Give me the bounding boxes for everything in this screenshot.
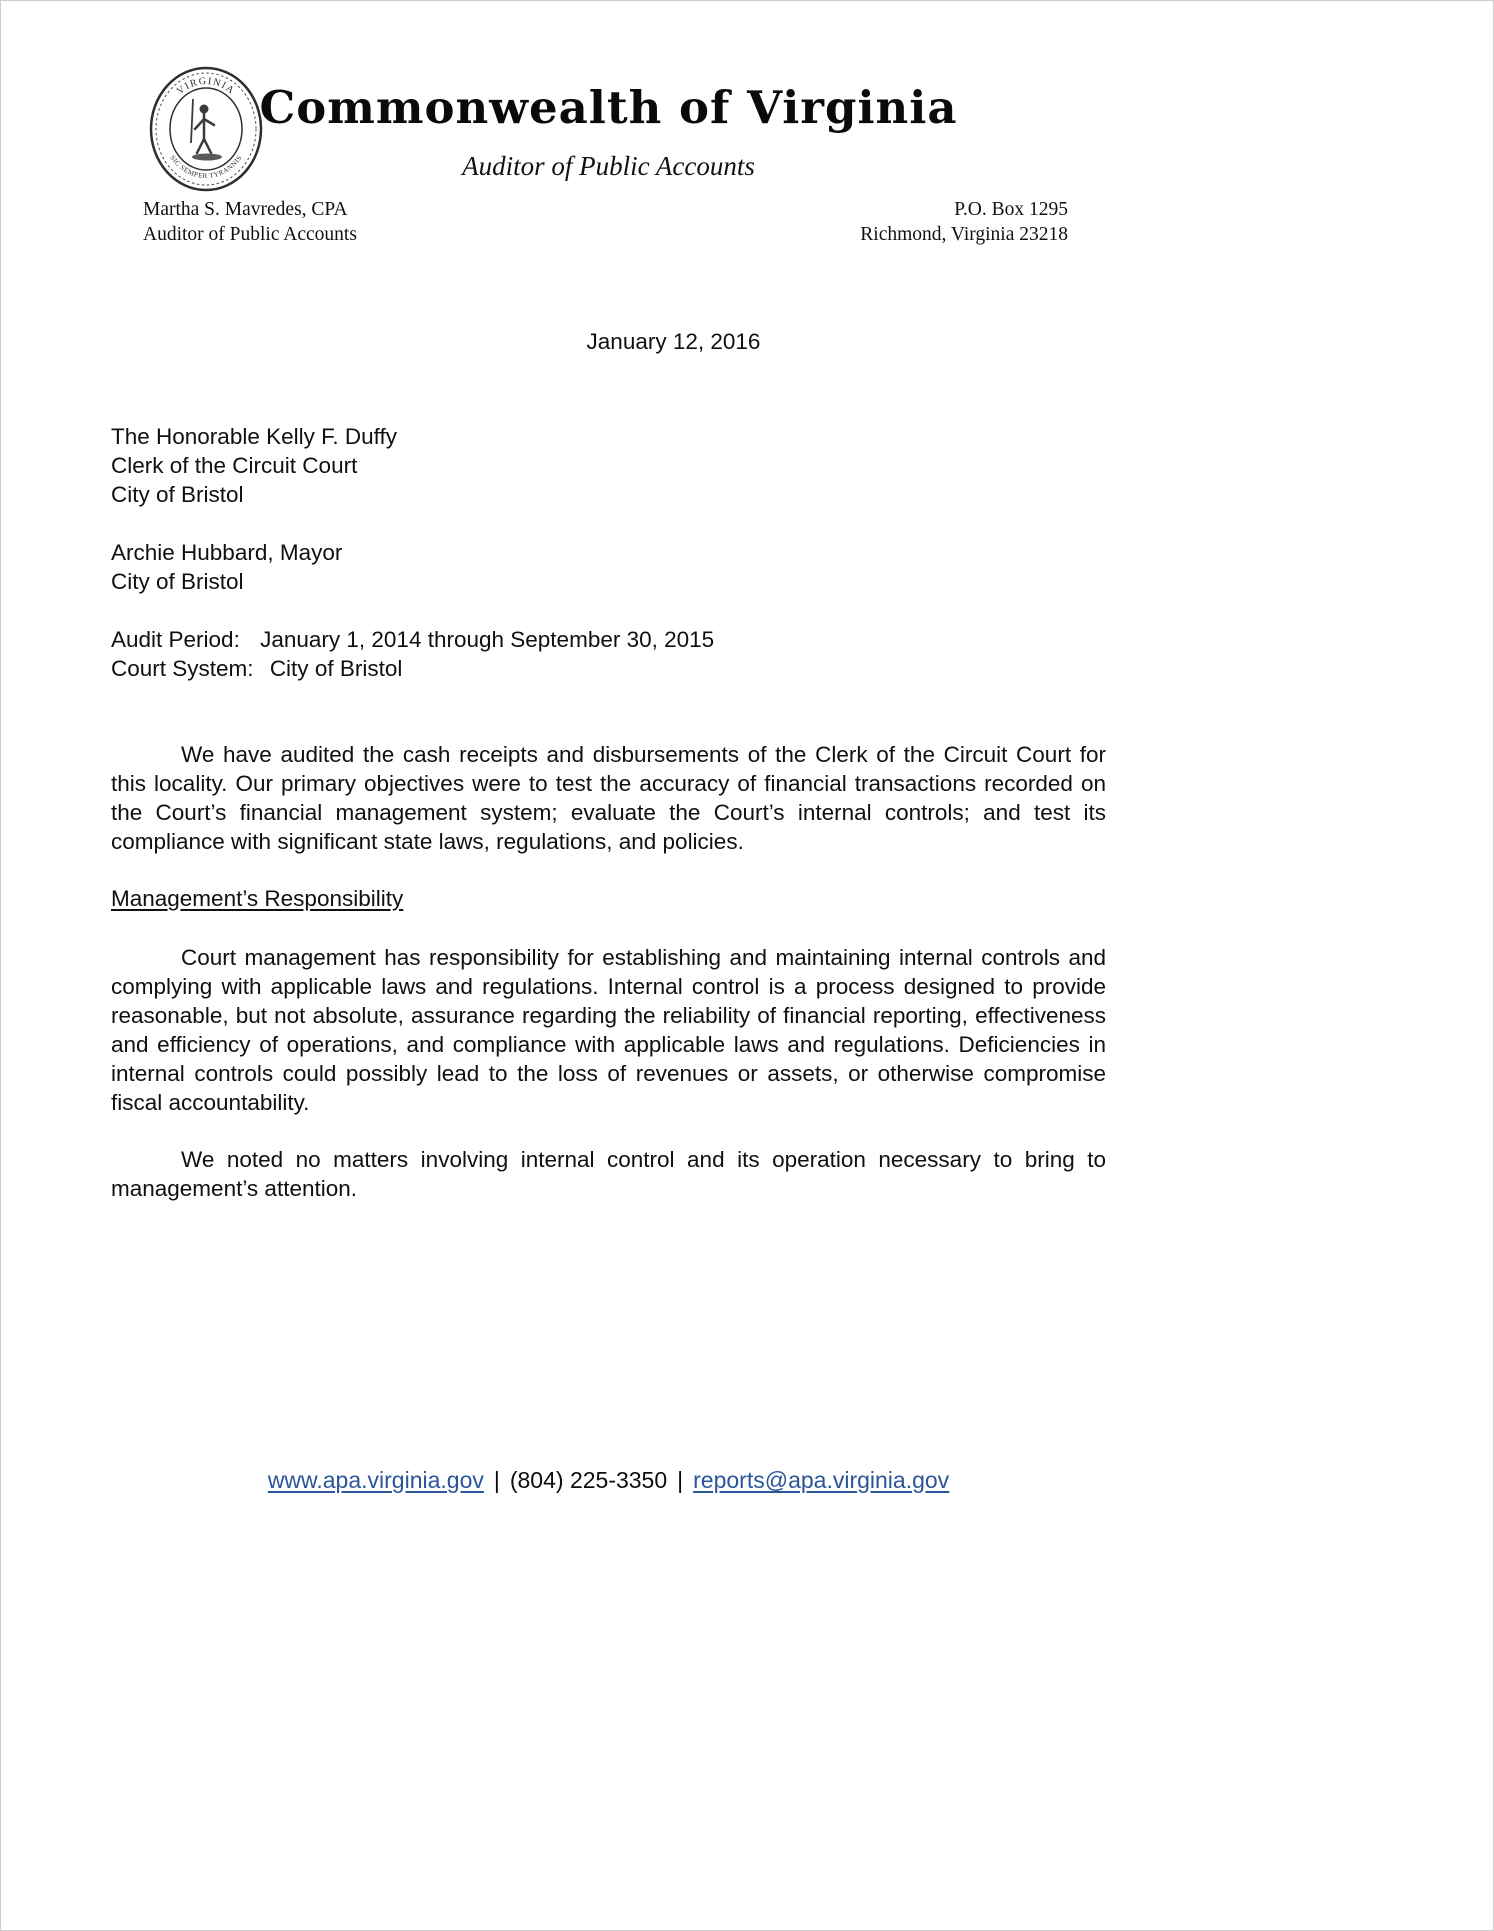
recipient-line: The Honorable Kelly F. Duffy [111, 424, 397, 449]
svg-text:VIRGINIA: VIRGINIA [174, 75, 238, 97]
department-title: Auditor of Public Accounts [462, 151, 755, 181]
website-link[interactable]: www.apa.virginia.gov [267, 1467, 484, 1493]
address-line: Richmond, Virginia 23218 [860, 224, 1068, 245]
footer-separator: | [677, 1467, 684, 1493]
audit-info-block [111, 625, 1106, 683]
page-footer [111, 1467, 1106, 1494]
section-heading-management-responsibility: Management’s Responsibility [111, 886, 404, 911]
audit-period-line [111, 625, 1106, 654]
paragraph-management-responsibility: Court management has responsibility for establishing and maintaining internal controls and complying with applicable laws and regulations. Internal control is a process designed to provide reasonable, but not absolute, assurance regarding the reliability of financial reporting, effectiveness and efficiency of operations, and compliance with applicable laws and regulations. Deficiencies in internal controls could possibly lead to the loss of revenues or assets, or otherwise compromise fiscal accountability. [111, 945, 1106, 1115]
footer-separator: | [493, 1467, 500, 1493]
letter-content [111, 1, 1106, 1203]
email-link[interactable]: reports@apa.virginia.gov [693, 1467, 950, 1493]
recipient-line: City of Bristol [111, 482, 244, 507]
recipient-line: Clerk of the Circuit Court [111, 453, 358, 478]
paragraph-no-matters-noted: We noted no matters involving internal control and its operation necessary to bring to management’s attention. [111, 1147, 1106, 1201]
court-system-value: City of Bristol [269, 656, 403, 681]
recipient-line: City of Bristol [111, 569, 244, 594]
organization-title: Commonwealth of Virginia [259, 81, 958, 134]
phone-number: (804) 225-3350 [509, 1467, 668, 1493]
audit-period-value: January 1, 2014 through September 30, 2015 [260, 627, 715, 652]
audit-period-label: Audit Period: [111, 627, 240, 652]
recipient-block-2 [111, 538, 1106, 596]
recipient-block-1 [111, 422, 1106, 509]
official-name: Martha S. Mavredes, CPA [143, 199, 348, 220]
address-line: P.O. Box 1295 [954, 199, 1068, 220]
court-system-label: Court System: [111, 656, 254, 681]
recipient-line: Archie Hubbard, Mayor [111, 540, 343, 565]
letter-date: January 12, 2016 [586, 329, 761, 354]
court-system-line [111, 654, 1106, 683]
official-title: Auditor of Public Accounts [143, 224, 357, 245]
svg-text:SIC SEMPER TYRANNIS: SIC SEMPER TYRANNIS [168, 153, 244, 181]
paragraph-introduction: We have audited the cash receipts and disbursements of the Clerk of the Circuit Court for this locality. Our primary objectives were to test the accuracy of financial transactions recorded on the Court’s financial management system; evaluate the Court’s internal controls; and test its compliance with significant state laws, regulations, and policies. [111, 742, 1106, 854]
